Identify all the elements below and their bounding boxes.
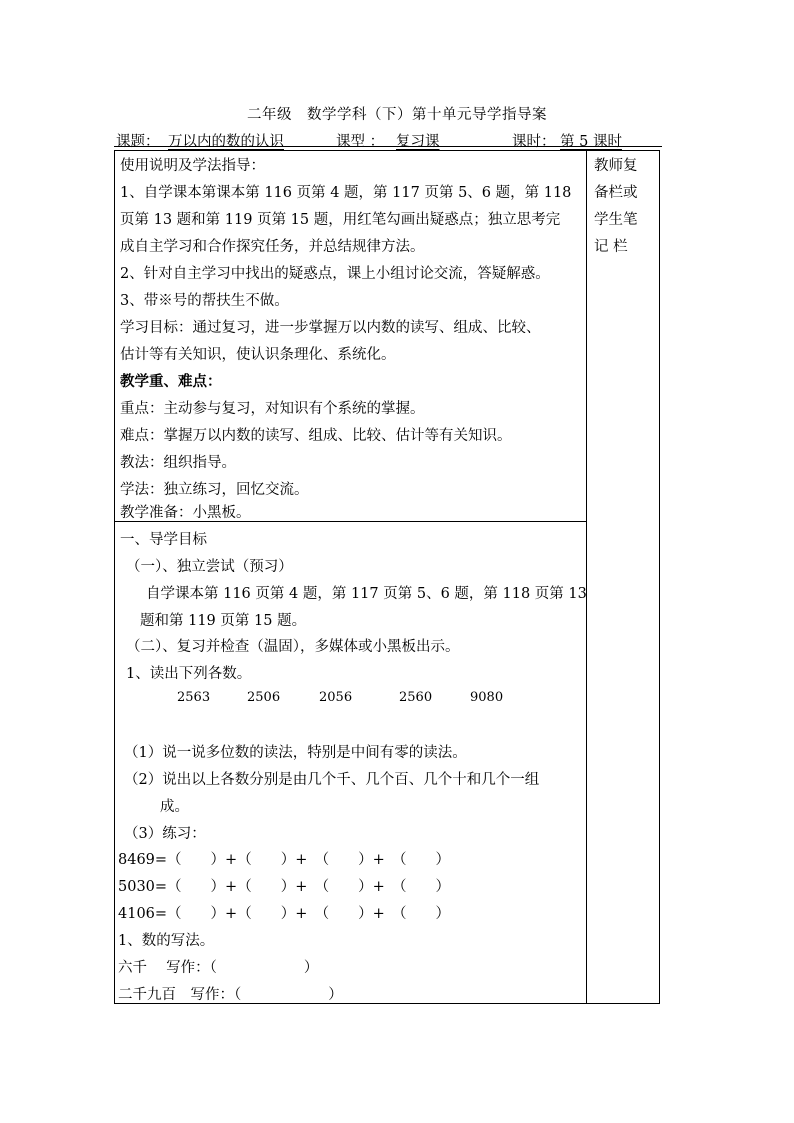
- intro-line-3: 3、带※号的帮扶生不做。: [120, 293, 289, 309]
- side-note-line-2: 备栏或: [594, 185, 638, 201]
- side-note-line-4: 记 栏: [594, 239, 628, 255]
- write-six-thousand: 六千 写作：（ ）: [118, 960, 319, 976]
- sub-question-2a: （2）说出以上各数分别是由几个千、几个百、几个十和几个一组: [124, 772, 540, 788]
- learning-goal-a: 学习目标：通过复习，进一步掌握万以内数的读写、组成、比较、: [120, 320, 541, 336]
- keypoints-heading: 教学重、难点：: [120, 373, 222, 390]
- type-label: 课型 ：: [336, 134, 385, 150]
- learning-method: 学法：独立练习，回忆交流。: [120, 482, 309, 498]
- sub-question-1: （1）说一说多位数的读法，特别是中间有零的读法。: [124, 745, 467, 761]
- period-label: 课时：: [512, 134, 556, 150]
- key-point: 重点：主动参与复习，对知识有个系统的掌握。: [120, 401, 425, 417]
- intro-line-1b: 页第 13 题和第 119 页第 15 题，用红笔勾画出疑惑点；独立思考完: [120, 212, 561, 228]
- period-value: 第 5 课时: [560, 134, 622, 150]
- type-value: 复习课: [396, 134, 440, 150]
- section-guide-goal: 一、导学目标: [120, 532, 207, 548]
- difficult-point: 难点：掌握万以内数的读写、组成、比较、估计等有关知识。: [120, 428, 512, 444]
- number-item: 9080: [470, 690, 504, 705]
- intro-heading: 使用说明及学法指导：: [120, 158, 265, 174]
- number-item: 2563: [177, 690, 211, 705]
- topic-value: 万以内的数的认识: [168, 134, 284, 150]
- write-2900: 二千九百 写作：（ ）: [118, 987, 343, 1003]
- equation-5030: 5030=（ ）+（ ）+ （ ）+ （ ）: [118, 879, 450, 895]
- learning-goal-b: 估计等有关知识，使认识条理化、系统化。: [120, 347, 396, 363]
- part-independent-try: （一）、独立尝试（预习）: [126, 559, 293, 575]
- intro-line-1a: 1、自学课本第课本第 116 页第 4 题，第 117 页第 5、6 题，第 118: [120, 185, 572, 201]
- question-write-numbers: 1、数的写法。: [118, 933, 215, 949]
- topic-label: 课题：: [116, 134, 160, 150]
- part1-text-b: 题和第 119 页第 15 题。: [140, 613, 307, 629]
- document-title: 二年级 数学学科（下）第十单元导学指导案: [247, 107, 547, 123]
- intro-line-1c: 成自主学习和合作探究任务，并总结规律方法。: [120, 239, 425, 255]
- question-read-numbers: 1、读出下列各数。: [126, 666, 252, 682]
- sub-question-2b: 成。: [160, 799, 189, 815]
- number-item: 2506: [247, 690, 281, 705]
- teaching-prep: 教学准备：小黑板。: [120, 505, 251, 521]
- equation-4106: 4106=（ ）+（ ）+ （ ）+ （ ）: [118, 906, 450, 922]
- teaching-method: 教法：组织指导。: [120, 455, 236, 471]
- part-review-check: （二）、复习并检查（温固），多媒体或小黑板出示。: [126, 639, 460, 655]
- side-note-line-3: 学生笔: [594, 212, 638, 228]
- number-item: 2056: [319, 690, 353, 705]
- part1-text-a: 自学课本第 116 页第 4 题，第 117 页第 5、6 题，第 118 页第 13: [146, 586, 587, 602]
- side-note-line-1: 教师复: [594, 158, 638, 174]
- table-column-divider: [586, 150, 587, 1004]
- number-item: 2560: [399, 690, 433, 705]
- meta-underline: [114, 146, 662, 147]
- sub-question-3: （3）练习：: [124, 826, 206, 842]
- intro-line-2: 2、针对自主学习中找出的疑惑点，课上小组讨论交流，答疑解惑。: [120, 266, 550, 282]
- equation-8469: 8469=（ ）+（ ）+ （ ）+ （ ）: [118, 852, 450, 868]
